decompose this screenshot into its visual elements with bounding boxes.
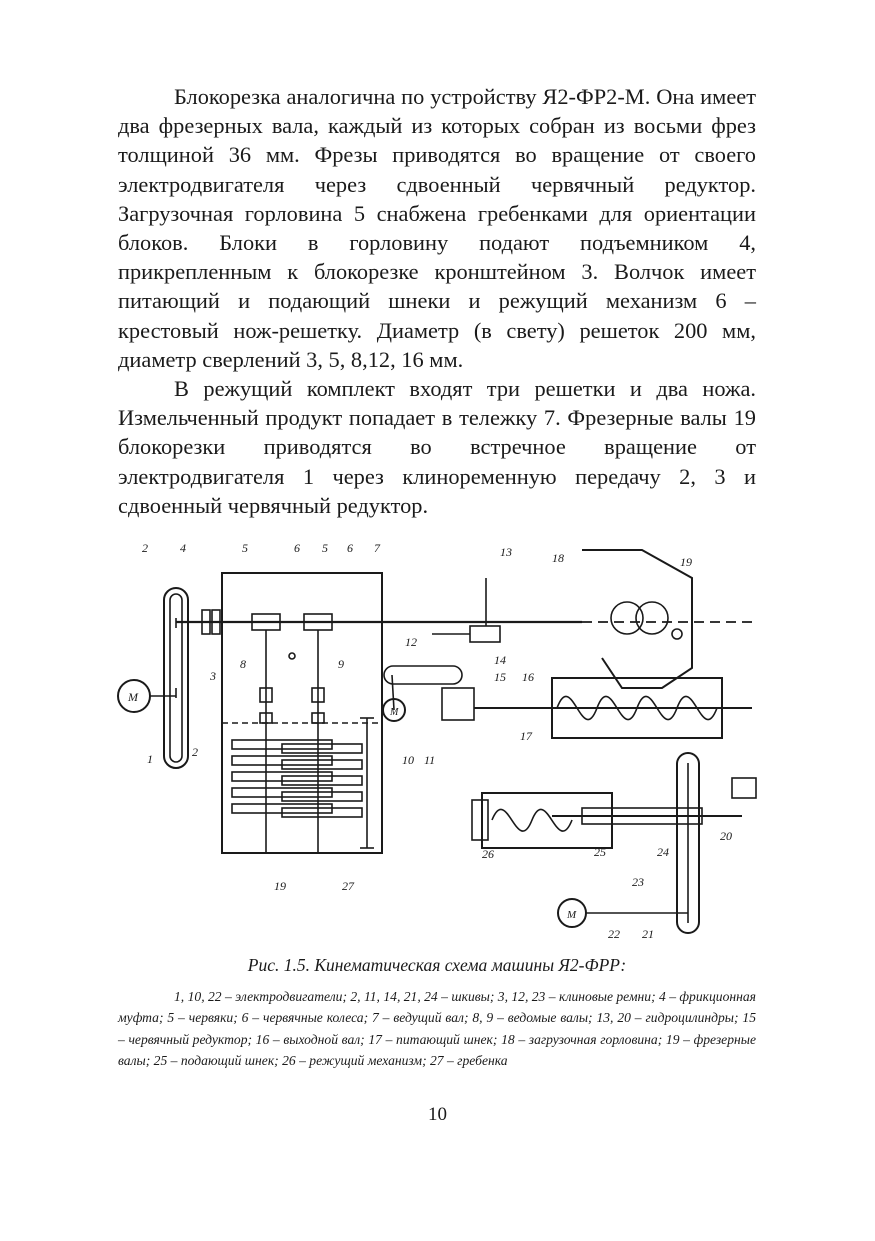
motor-symbol-10: M xyxy=(390,707,399,718)
label-4: 4 xyxy=(180,541,186,555)
label-21: 21 xyxy=(642,927,654,941)
label-15: 15 xyxy=(494,670,506,684)
belt-drive-right xyxy=(558,753,756,933)
label-18: 18 xyxy=(552,551,564,565)
label-6a: 6 xyxy=(294,541,300,555)
label-2a: 2 xyxy=(142,541,148,555)
motor-symbol-22: M xyxy=(567,909,577,921)
label-7: 7 xyxy=(374,541,380,555)
label-24: 24 xyxy=(657,845,669,859)
label-3: 3 xyxy=(210,669,216,683)
motor-symbol-1: M xyxy=(128,690,138,704)
motor-1 xyxy=(118,680,176,712)
label-13: 13 xyxy=(500,545,512,559)
label-17: 17 xyxy=(520,729,532,743)
label-6b: 6 xyxy=(347,541,353,555)
motor-10-drive xyxy=(383,666,752,721)
label-1: 1 xyxy=(147,752,153,766)
page-number: 10 xyxy=(428,1104,447,1125)
label-23: 23 xyxy=(632,875,644,889)
label-5a: 5 xyxy=(242,541,248,555)
label-10: 10 xyxy=(402,753,414,767)
label-11: 11 xyxy=(424,753,436,767)
paragraph-1: Блокорезка аналогична по устройству Я2-ФР2-М. Она имеет два фрезерных вала, каждый из которых собран из восьми фрез толщиной 36 мм. Фрезы приводятся во вращение от своего электродвигателя через сдвоенный червячный редуктор. Загрузочная горловина 5 снабжена гребенками для ориентации блоков. Блоки в горловину подают подъемником 4, прикрепленным к блокорезке кронштейном 3. Волчок имеет питающий и подающий шнеки и режущий механизм 6 – крестовый нож-решетку. Диаметр (в свету) решеток 200 мм, диаметр сверлений 3, 5, 8,12, 16 мм. xyxy=(118,84,756,372)
paragraph-2: В режущий комплект входят три решетки и два ножа. Измельченный продукт попадает в тележку 7. Фрезерные валы 19 блокорезки приводятся во встречное вращение от электродвигателя 1 через клиноременную передачу 2, 3 и сдвоенный червячный редуктор. xyxy=(118,376,756,518)
hydraulic-cylinder-13 xyxy=(432,578,500,642)
label-20: 20 xyxy=(720,829,732,843)
label-22: 22 xyxy=(608,927,620,941)
figure-caption-title: Рис. 1.5. Кинематическая схема машины Я2-ФРР: xyxy=(247,955,627,975)
label-19b: 19 xyxy=(274,879,286,893)
label-19a: 19 xyxy=(680,555,692,569)
label-27: 27 xyxy=(342,879,354,893)
label-8: 8 xyxy=(240,657,246,671)
belt-drive-left xyxy=(164,588,188,768)
label-16: 16 xyxy=(522,670,534,684)
kinematic-diagram xyxy=(112,538,762,948)
label-26: 26 xyxy=(482,847,494,861)
label-12: 12 xyxy=(405,635,417,649)
label-14: 14 xyxy=(494,653,506,667)
figure-caption-legend: 1, 10, 22 – электродвигатели; 2, 11, 14, 21, 24 – шкивы; 3, 12, 23 – клиновые ремни; 4 – фрикционная муфта; 5 – червяки; 6 – червячные колеса; 7 – ведущий вал; 8, 9 – ведомые валы; 13, 20 – гидроцилиндры; 15 – червячный редуктор; 16 – выходной вал; 17 – питающий шнек; 18 – загрузочная горловина; 19 – фрезерные валы; 25 – подающий шнек; 26 – режущий механизм; 27 – гребенка xyxy=(118,989,756,1069)
block-cutter-frame xyxy=(222,573,382,853)
label-2b: 2 xyxy=(192,745,198,759)
label-5b: 5 xyxy=(322,541,328,555)
loading-hopper-18 xyxy=(582,550,692,688)
feeding-screw-25 xyxy=(472,793,742,848)
body-text xyxy=(118,82,756,520)
label-25: 25 xyxy=(594,845,606,859)
label-9: 9 xyxy=(338,657,344,671)
